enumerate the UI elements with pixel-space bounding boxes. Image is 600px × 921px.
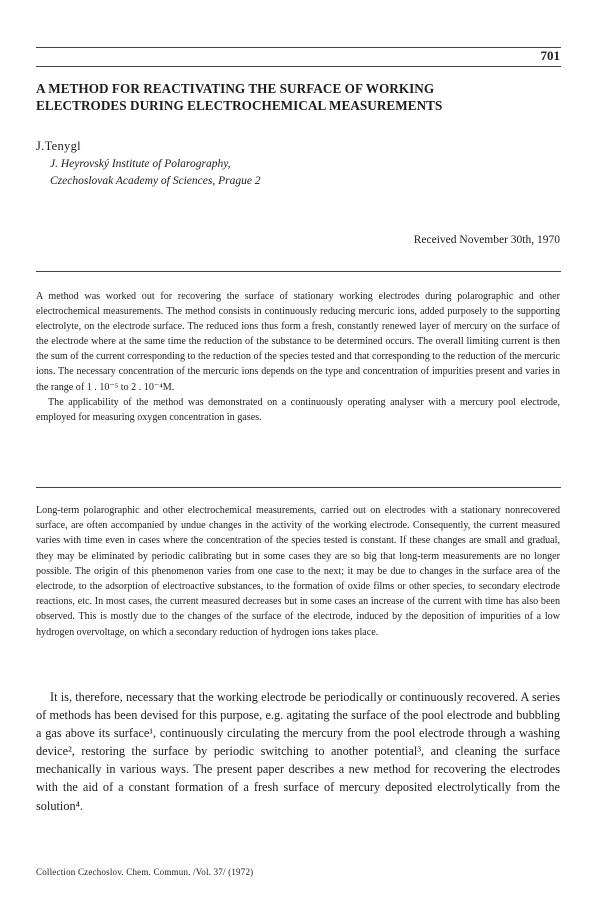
title-line-1: A METHOD FOR REACTIVATING THE SURFACE OF WORKING <box>36 81 435 96</box>
received-date: Received November 30th, 1970 <box>413 234 560 246</box>
title-line-2: ELECTRODES DURING ELECTROCHEMICAL MEASUREMENTS <box>36 98 443 113</box>
article-title <box>36 80 566 114</box>
author-affiliation <box>50 156 261 190</box>
intro-rule <box>36 487 561 488</box>
abstract-rule <box>36 271 561 272</box>
affiliation-line-1: J. Heyrovský Institute of Polarography, <box>50 158 231 170</box>
header-rule <box>36 47 561 48</box>
journal-footer: Collection Czechoslov. Chem. Commun. /Vol. 37/ (1972) <box>36 867 254 877</box>
intro-paragraph: Long-term polarographic and other electrochemical measurements, carried out on electrodes with a stationary nonrecovered surface, are often accompanied by undue changes in the activity of the working electrode. Consequently, the current measured varies with time even in cases where the concentration of the species tested is constant. If these changes are small and gradual, they may be eliminated by periodic calibrating but in some cases they are so big that long-term measurements are no longer possible. The origin of this phenomenon varies from one case to the next; it may be due to changes in the surface area of the electrode, to the adsorption of electroactive substances, to the formation of oxide films or other species, to secondary electrode reactions, etc. In most cases, the current measured decreases but in some cases an increase of the current with time has also been observed. This is mostly due to the changes of the surface of the electrode, induced by the deposition of impurities of a low hydrogen overvoltage, on which a secondary reduction of hydrogen ions takes place. <box>36 505 560 638</box>
abstract-paragraph-1: A method was worked out for recovering the surface of stationary working electrodes during polarographic and other electrochemical measurements. The method consists in continuously reducing mercuric ions, added purposely to the supporting electrolyte, on the electrode surface. The reduced ions thus form a fresh, constantly renewed layer of mercury on the surface of the electrode where at the same time the reduction of the substance to be determined occurs. The overall limiting current is then the sum of the current corresponding to the reduction of the species tested and that corresponding to the reduction of the mercuric ions. The necessary concentration of the mercuric ions depends on the type and concentration of impurities present and varies in the range of 1 . 10⁻⁵ to 2 . 10⁻⁴M. <box>36 291 560 393</box>
page-number: 701 <box>540 48 560 63</box>
author-name: J.Tenygl <box>36 139 81 153</box>
abstract <box>36 289 560 425</box>
abstract-paragraph-2: The applicability of the method was demonstrated on a continuously operating analyser with a mercury pool electrode, employed for measuring oxygen concentration in gases. <box>36 396 560 423</box>
affiliation-line-2: Czechoslovak Academy of Sciences, Prague 2 <box>50 175 261 187</box>
header-rule-lower <box>36 66 561 67</box>
body-paragraph: It is, therefore, necessary that the working electrode be periodically or continuously recovered. A series of methods has been devised for this purpose, e.g. agitating the surface of the pool electrode and bubbling a gas above its surface¹, continuously circulating the mercury from the pool electrode through a washing device², restoring the surface by periodic switching to another potential³, and cleaning the surface mechanically in various ways. The present paper describes a new method for recovering the electrodes with the aid of a constant formation of a fresh surface of mercury deposited electrolytically from the solution⁴. <box>36 690 560 813</box>
